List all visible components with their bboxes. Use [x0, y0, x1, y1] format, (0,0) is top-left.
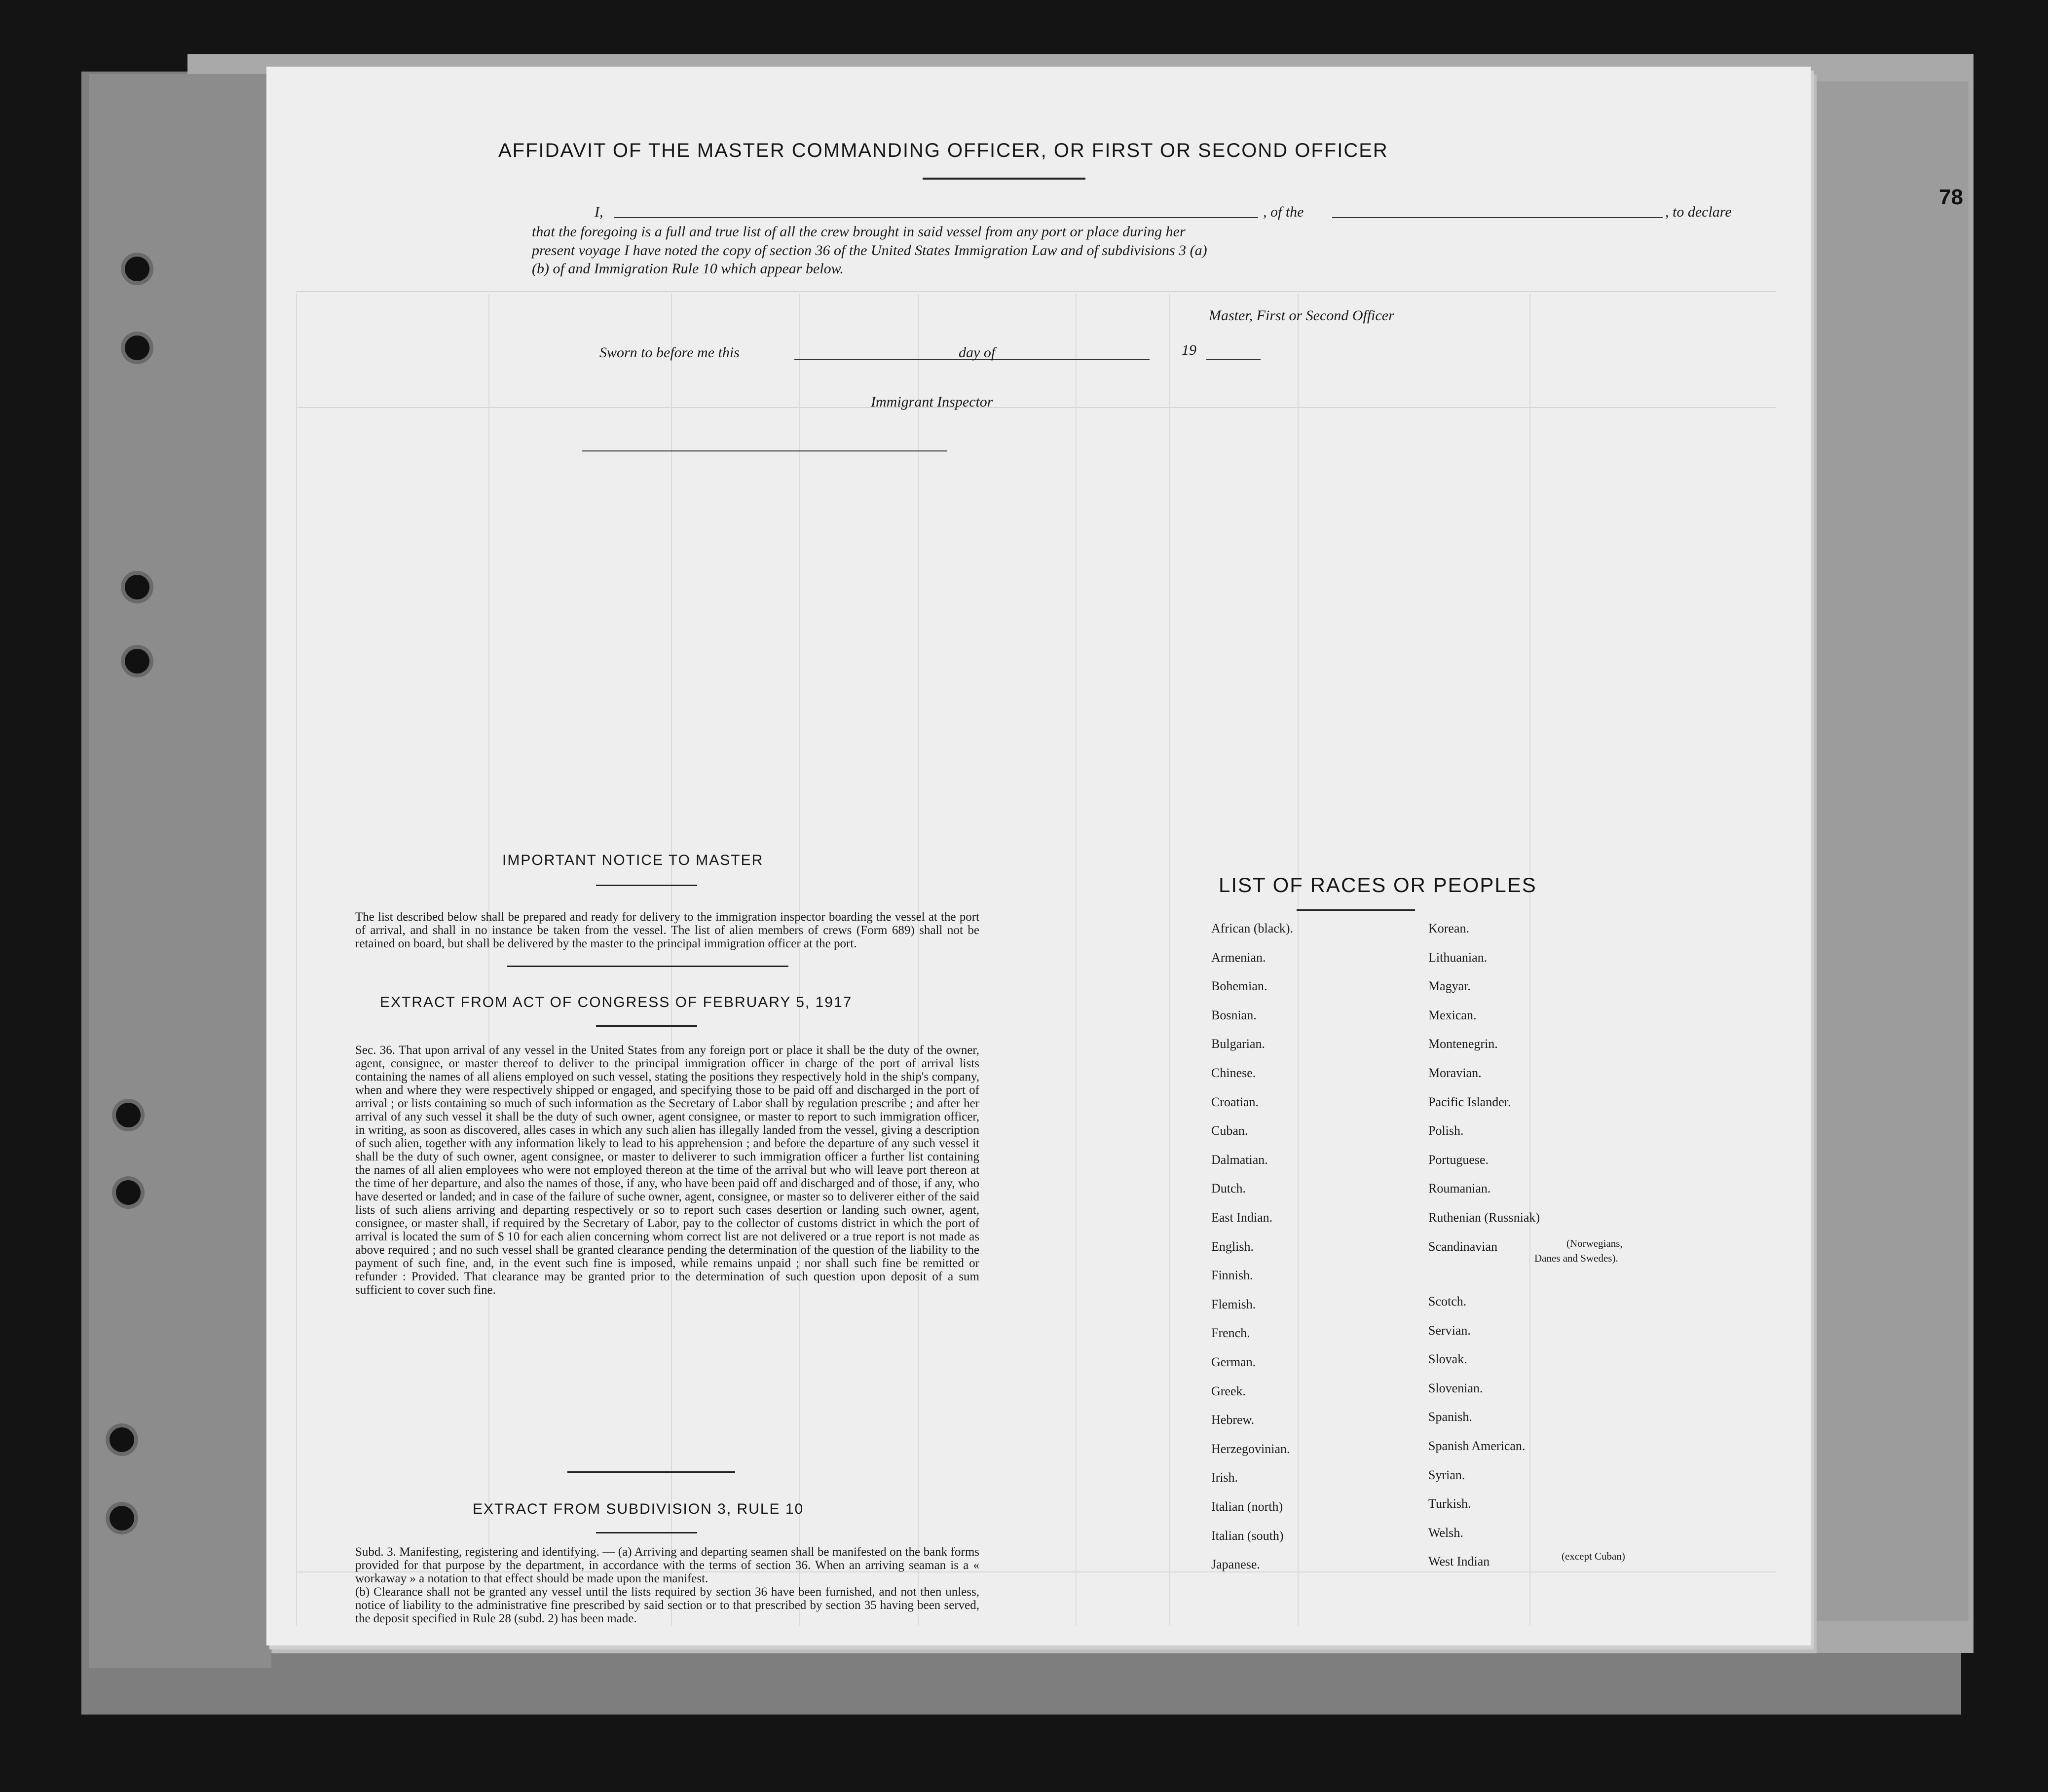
race-item: Cuban. — [1211, 1123, 1248, 1138]
race-item: East Indian. — [1211, 1210, 1273, 1225]
extract-rule-text — [355, 1545, 979, 1625]
vessel-blank-line — [1332, 217, 1663, 218]
extract-rule-text-b: (b) Clearance shall not be granted any vessel until the lists required by section 36 have been furnished, and not then unless, notice of liability to the administrative fine prescribed by said section or to that prescribed by section 35 having been served, the deposit specified in Rule 28 (subd. 2) has been made. — [355, 1585, 979, 1625]
race-item: Croatian. — [1211, 1095, 1259, 1109]
race-item: Bohemian. — [1211, 979, 1267, 993]
sworn-day-label: day of — [959, 344, 996, 361]
bleed-through-line — [799, 294, 800, 1626]
race-item: Turkish. — [1428, 1496, 1471, 1511]
race-item: Bulgarian. — [1211, 1037, 1266, 1051]
affidavit-line-4: (b) of and Immigration Rule 10 which appear below. — [532, 261, 844, 277]
race-item: Korean. — [1428, 921, 1470, 935]
race-item: Dutch. — [1211, 1181, 1246, 1195]
bleed-through-line — [488, 294, 489, 1626]
races-title: LIST OF RACES OR PEOPLES — [1219, 873, 1537, 896]
races-rule — [1297, 909, 1415, 911]
race-item: Flemish. — [1211, 1297, 1256, 1311]
race-item: African (black). — [1211, 921, 1294, 935]
race-item: Spanish American. — [1428, 1439, 1526, 1453]
race-item: Greek. — [1211, 1384, 1246, 1398]
affidavit-i-label: I, — [595, 204, 603, 220]
notice-text: The list described below shall be prepared and ready for delivery to the immigration inspector boarding the vessel at the port of arrival, and shall in no instance be taken from the vessel. The list of alien members of crews (Form 689) shall not be retained on board, but shall be delivered by the master to the principal immigration officer at the port. — [355, 910, 979, 950]
name-blank-line — [614, 217, 1258, 218]
scandinavian-note-2: Danes and Swedes). — [1534, 1252, 1618, 1264]
affidavit-of-the-label: , of the — [1263, 204, 1304, 220]
affidavit-to-declare-label: , to declare — [1665, 204, 1732, 220]
race-item: Polish. — [1428, 1123, 1464, 1138]
race-item: Ruthenian (Russniak) — [1428, 1210, 1540, 1225]
bleed-through-line — [1169, 294, 1170, 1626]
scandinavian-note-1: (Norwegians, — [1566, 1237, 1623, 1249]
affidavit-line-2: that the foregoing is a full and true list of all the crew brought in said vessel from any port or place during her — [532, 224, 1186, 240]
extract-congress-rule — [596, 1025, 697, 1027]
race-item: Slovenian. — [1428, 1381, 1483, 1395]
binder-hole — [110, 1506, 134, 1531]
master-officer-label: Master, First or Second Officer — [1209, 307, 1394, 324]
affidavit-title: AFFIDAVIT OF THE MASTER COMMANDING OFFICER, OR FIRST OR SECOND OFFICER — [498, 140, 1388, 161]
bleed-through-line — [296, 291, 1776, 292]
race-item: Scotch. — [1428, 1294, 1467, 1308]
bleed-through-line — [296, 407, 1776, 408]
race-item: Roumanian. — [1428, 1181, 1491, 1195]
sworn-year-label: 19 — [1182, 342, 1196, 358]
affidavit-line-3: present voyage I have noted the copy of section 36 of the United States Immigration Law and of subdivisions 3 (a) — [532, 242, 1207, 259]
race-item: Bosnian. — [1211, 1008, 1257, 1022]
race-item: Servian. — [1428, 1323, 1471, 1338]
binder-hole — [110, 1427, 134, 1452]
race-item: German. — [1211, 1355, 1256, 1369]
extract-rule-rule — [596, 1532, 697, 1533]
binder-hole — [125, 649, 149, 673]
race-item: Italian (south) — [1211, 1529, 1284, 1543]
race-item: Mexican. — [1428, 1008, 1477, 1022]
sworn-label: Sworn to before me this — [599, 344, 740, 361]
binder-hole — [116, 1180, 141, 1205]
race-item: Lithuanian. — [1428, 950, 1488, 965]
bleed-through-line — [296, 294, 297, 1626]
bleed-through-line — [1529, 294, 1530, 1626]
immigrant-inspector-label: Immigrant Inspector — [871, 394, 993, 410]
notice-divider — [507, 966, 788, 967]
extract-divider — [567, 1471, 735, 1473]
binder-hole — [125, 575, 149, 599]
binder-hole — [116, 1103, 141, 1127]
race-item: Pacific Islander. — [1428, 1095, 1511, 1109]
race-item: Herzegovinian. — [1211, 1442, 1290, 1456]
page-number: 78 — [1939, 185, 1963, 209]
bleed-through-line — [1298, 294, 1299, 1626]
inspector-signature-line — [582, 450, 947, 451]
race-item: Magyar. — [1428, 979, 1471, 993]
race-item: Welsh. — [1428, 1526, 1463, 1540]
binder-hole — [125, 336, 149, 360]
extract-rule-title: EXTRACT FROM SUBDIVISION 3, RULE 10 — [473, 1501, 804, 1517]
year-blank-line — [1206, 359, 1261, 360]
race-item: Slovak. — [1428, 1352, 1467, 1366]
extract-congress-title: EXTRACT FROM ACT OF CONGRESS OF FEBRUARY 5, 1917 — [380, 994, 853, 1010]
notice-rule — [596, 885, 697, 886]
race-item: Moravian. — [1428, 1066, 1482, 1080]
west-indian-note: (except Cuban) — [1562, 1550, 1625, 1562]
race-item: Irish. — [1211, 1470, 1238, 1485]
bleed-through-line — [1076, 294, 1077, 1626]
bleed-through-line — [918, 294, 919, 1626]
notice-title: IMPORTANT NOTICE TO MASTER — [502, 852, 764, 868]
extract-rule-text-a: Subd. 3. Manifesting, registering and identifying. — (a) Arriving and departing seamen shall be manifested on the bank forms provided for that purpose by the department, in accordance with the terms of section 36. When an arriving seaman is a « workaway » a notation to that effect should be made upon the manifest. — [355, 1545, 979, 1585]
affidavit-form-page — [266, 67, 1811, 1645]
race-item: Italian (north) — [1211, 1499, 1283, 1514]
race-item: Chinese. — [1211, 1066, 1256, 1080]
race-item: French. — [1211, 1326, 1250, 1340]
race-item: English. — [1211, 1239, 1254, 1254]
race-item: Scandinavian — [1428, 1239, 1498, 1254]
race-item: Montenegrin. — [1428, 1037, 1498, 1051]
race-item: Armenian. — [1211, 950, 1266, 965]
extract-congress-text: Sec. 36. That upon arrival of any vessel in the United States from any foreign port or place it shall be the duty of the owner, agent, consignee, or master thereof to deliver to the principal immigration officer in charge of the port of arrival lists containing the names of all aliens employed on such vessel, stating the positions they respectively hold in the ship's company, when and where they were respectively shipped or engaged, and specifying those to be paid off and discharged in the port of arrival ; or lists containing so much of such information as the Secretary of Labor shall by regulation prescribe ; and after her arrival of any such vessel it shall be the duty of such owner, agent consignee, or master to report to such immigration officer, in writing, as soon as discovered, alles cases in which any such alien has illegally landed from the vessel, giving a description of such alien, together with any information likely to lead to his apprehension ; and before the departure of any such vessel it shall be the duty of such owner, agent consignee, or master to deliverer to such immigration officer a further list containing the names of all alien employees who were not employed thereon at the time of the arrival but who will leave port thereon at the time of her departure, and also the names of those, if any, who have been paid off and discharged and of those, if any, who have deserted or landed; and in case of the failure of suche owner, agent, consignee, or master so to deliverer either of the said lists of such aliens arriving and departing respectively or so to report such cases desertion or landing such owner, agent, consignee, or master shall, if required by the Secretary of Labor, pay to the collector of customs district in which the port of arrival is located the sum of $ 10 for each alien concerning whom correct list are not delivered or a true report is not made as above required ; and no such vessel shall be granted clearance pending the determination of the question of the liability to the payment of such fine, and, in the event such fine is imposed, while remains unpaid ; nor shall such fine be remitted or refunder : Provided. That clearance may be granted prior to the determination of such question upon deposit of a sum sufficient to cover such fine. — [355, 1044, 979, 1297]
bleed-through-line — [671, 294, 672, 1626]
race-item: Spanish. — [1428, 1410, 1472, 1424]
race-item: Hebrew. — [1211, 1413, 1255, 1427]
race-item: Portuguese. — [1428, 1153, 1489, 1167]
race-item: Syrian. — [1428, 1468, 1465, 1482]
race-item: West Indian — [1428, 1554, 1490, 1568]
race-item: Dalmatian. — [1211, 1153, 1268, 1167]
race-item: Finnish. — [1211, 1268, 1253, 1282]
binder-hole — [125, 257, 149, 281]
title-rule — [923, 178, 1085, 180]
race-item: Japanese. — [1211, 1557, 1260, 1571]
